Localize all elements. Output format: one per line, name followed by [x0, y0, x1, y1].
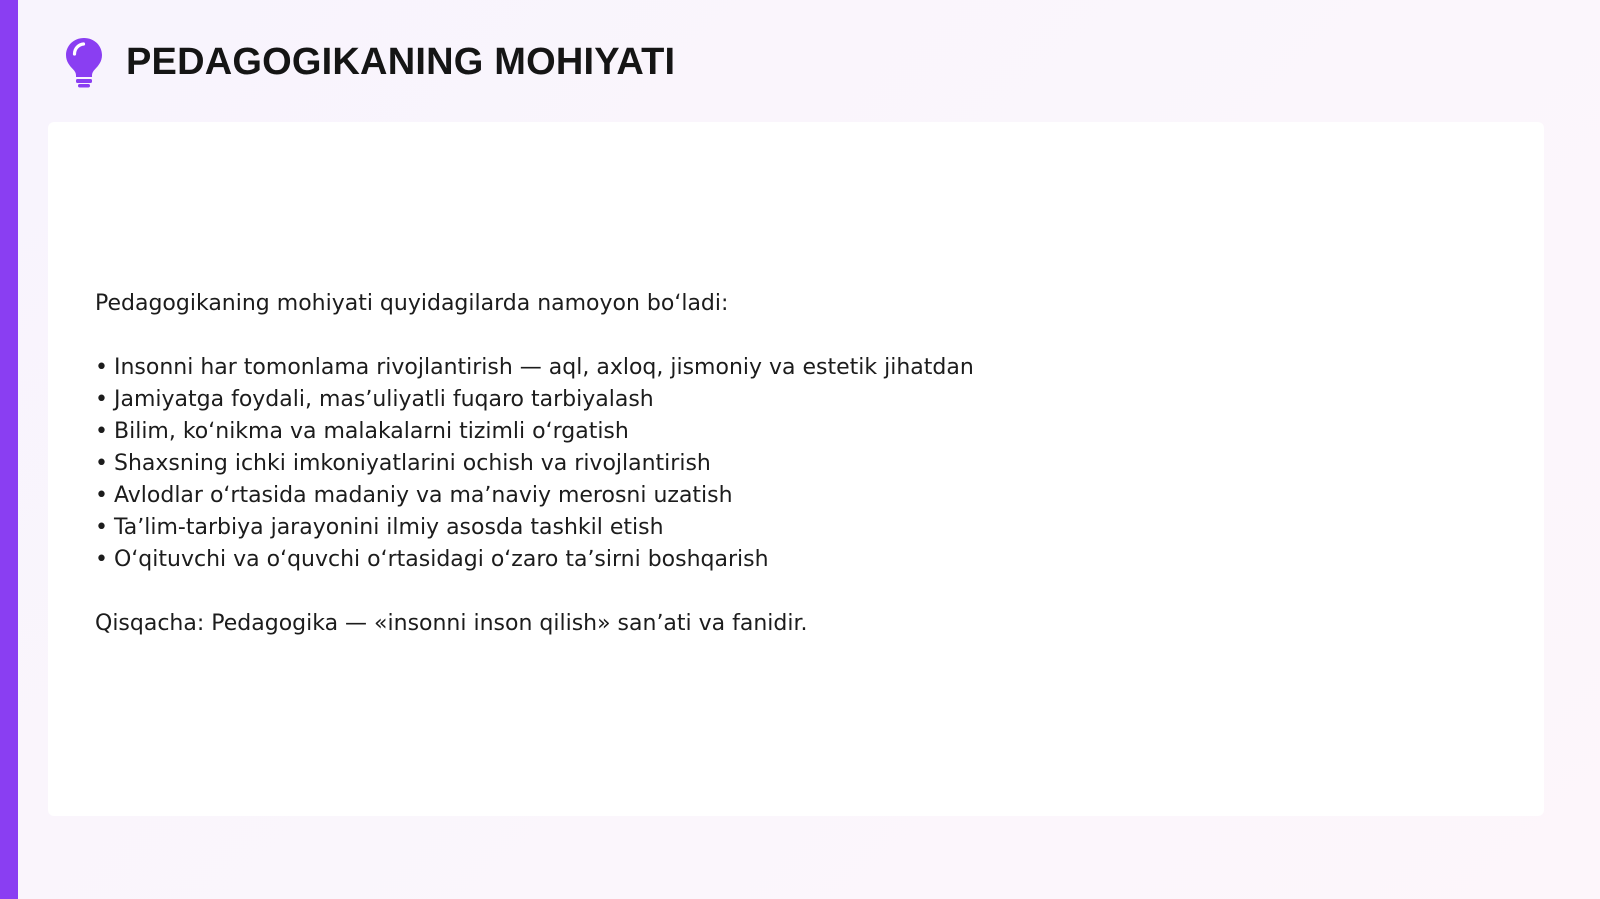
bullet-marker: •	[95, 419, 108, 444]
list-item	[95, 512, 974, 544]
list-item-text: Oʻqituvchi va oʻquvchi oʻrtasidagi oʻzaro taʼsirni boshqarish	[114, 547, 769, 572]
list-item-text: Taʼlim-tarbiya jarayonini ilmiy asosda tashkil etish	[114, 515, 664, 540]
bullet-marker: •	[95, 451, 108, 476]
list-item	[95, 416, 974, 448]
list-item-text: Insonni har tomonlama rivojlantirish — aql, axloq, jismoniy va estetik jihatdan	[114, 355, 974, 380]
lightbulb-icon	[64, 36, 104, 88]
list-item	[95, 480, 974, 512]
list-item	[95, 384, 974, 416]
list-item	[95, 448, 974, 480]
list-item	[95, 352, 974, 384]
summary-text: Qisqacha: Pedagogika — «insonni inson qilish» sanʼati va fanidir.	[95, 611, 808, 636]
bullet-marker: •	[95, 547, 108, 572]
slide-body	[95, 288, 974, 640]
accent-sidebar-bar	[0, 0, 18, 899]
list-item-text: Jamiyatga foydali, masʼuliyatli fuqaro tarbiyalash	[114, 387, 654, 412]
bullet-marker: •	[95, 355, 108, 380]
list-item-text: Bilim, koʻnikma va malakalarni tizimli oʻrgatish	[114, 419, 629, 444]
slide-header	[64, 30, 675, 94]
bullet-marker: •	[95, 387, 108, 412]
intro-text: Pedagogikaning mohiyati quyidagilarda namoyon boʻladi:	[95, 291, 729, 316]
bullet-list	[95, 352, 974, 576]
bullet-marker: •	[95, 483, 108, 508]
list-item-text: Shaxsning ichki imkoniyatlarini ochish va rivojlantirish	[114, 451, 711, 476]
list-item-text: Avlodlar oʻrtasida madaniy va maʼnaviy merosni uzatish	[114, 483, 733, 508]
slide-title: PEDAGOGIKANING MOHIYATI	[126, 41, 676, 83]
bullet-marker: •	[95, 515, 108, 540]
content-card	[48, 122, 1544, 816]
list-item	[95, 544, 974, 576]
